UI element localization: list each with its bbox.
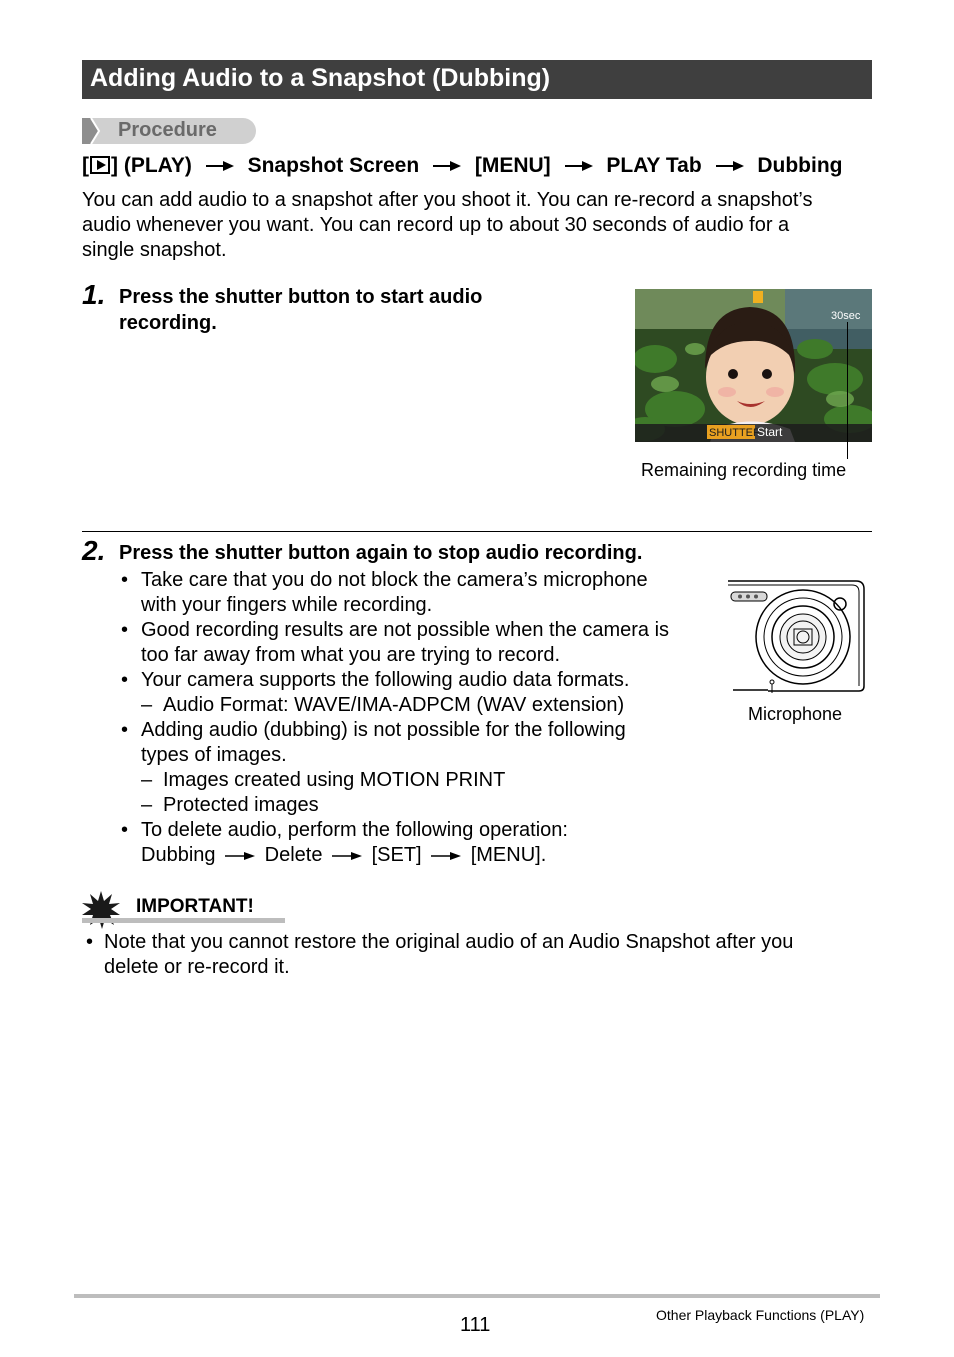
important-note: • Note that you cannot restore the original audio of an Audio Snapshot after you delete or re-record it. bbox=[86, 931, 794, 978]
audio-icon bbox=[753, 291, 763, 303]
list-item: • Your camera supports the following audio data formats. bbox=[121, 669, 630, 691]
microphone-caption: Microphone bbox=[748, 704, 843, 724]
step-2-bullets bbox=[120, 568, 710, 868]
page-title: Adding Audio to a Snapshot (Dubbing) bbox=[90, 64, 551, 92]
arrow-right-icon bbox=[716, 161, 744, 171]
remaining-time-label: 30sec bbox=[831, 310, 861, 322]
shutter-label: SHUTTER bbox=[709, 427, 761, 439]
arrow-right-icon bbox=[433, 161, 461, 171]
list-item: • To delete audio, perform the following operation: Dubbing Delete [SET] [MENU]. bbox=[120, 818, 710, 868]
path-item-dubbing: Dubbing bbox=[757, 154, 843, 177]
microphone-icon bbox=[770, 680, 774, 684]
procedure-label: Procedure bbox=[118, 119, 217, 141]
list-item: – Audio Format: WAVE/IMA-ADPCM (WAV extension) bbox=[141, 694, 625, 716]
page-number: 111 bbox=[460, 1314, 491, 1336]
section-title-bar bbox=[82, 60, 872, 99]
step-2-text: Press the shutter button again to stop audio recording. bbox=[119, 542, 643, 564]
step-1-text: Press the shutter button to start audio recording. bbox=[119, 286, 483, 334]
arrow-right-icon bbox=[332, 851, 362, 861]
list-item: • Good recording results are not possible when the camera is too far away from what you are trying to record. bbox=[121, 619, 670, 666]
arrow-right-icon bbox=[565, 161, 593, 171]
delete-path: Dubbing Delete [SET] [MENU]. bbox=[141, 844, 547, 866]
dubbing-screen-photo bbox=[635, 289, 872, 442]
path-item-play-tab: PLAY Tab bbox=[606, 154, 702, 177]
list-item: • Take care that you do not block the camera’s microphone with your fingers while recording. bbox=[121, 569, 648, 616]
list-item: • Adding audio (dubbing) is not possible for the following types of images. bbox=[121, 719, 626, 766]
callout-line bbox=[847, 322, 848, 459]
play-icon bbox=[90, 156, 110, 174]
step-2-number: 2. bbox=[82, 535, 106, 566]
intro-paragraph: You can add audio to a snapshot after you shoot it. You can re-record a snapshot’s audio whenever you want. You can record up to about 30 seconds of audio for a single snapshot. bbox=[82, 189, 813, 261]
camera-microphone-illustration bbox=[728, 578, 868, 693]
starburst-icon bbox=[82, 891, 120, 929]
important-underline bbox=[82, 918, 285, 923]
start-label: Start bbox=[757, 425, 783, 439]
remaining-time-caption: Remaining recording time bbox=[641, 460, 847, 480]
important-label: IMPORTANT! bbox=[136, 896, 254, 917]
child-photo-illustration bbox=[635, 289, 872, 442]
step-1-number: 1. bbox=[82, 279, 106, 310]
arrow-right-icon bbox=[225, 851, 255, 861]
footer-rule bbox=[74, 1294, 880, 1298]
menu-path: [ ] (PLAY) Snapshot Screen [MENU] PLAY Tab Dubbing bbox=[82, 154, 843, 177]
path-item-menu: [MENU] bbox=[474, 154, 551, 177]
list-item: – Images created using MOTION PRINT bbox=[141, 769, 506, 791]
step-divider bbox=[82, 531, 872, 532]
list-item: – Protected images bbox=[141, 794, 319, 816]
path-item-snapshot-screen: Snapshot Screen bbox=[247, 154, 420, 177]
footer-section-title: Other Playback Functions (PLAY) bbox=[656, 1307, 865, 1323]
arrow-right-icon bbox=[431, 851, 461, 861]
arrow-right-icon bbox=[206, 161, 234, 171]
